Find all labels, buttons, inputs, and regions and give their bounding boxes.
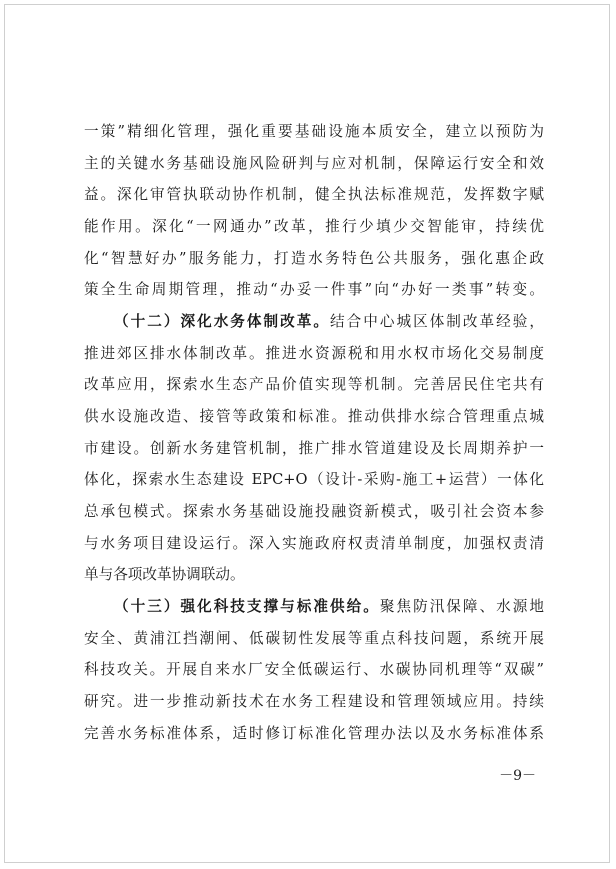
text-span: 聚焦防汛保障、水源地 [379,598,544,615]
text-line: 策全生命周期管理，推动“办妥一件事”向“办好一类事”转变。 [84,281,544,298]
text-line: 单与各项改革协调联动。 [84,566,245,583]
text-line: 推进郊区排水体制改革。推进水资源税和用水权市场化交易制度 [84,345,544,362]
text-line: 与水务项目建设运行。深入实施政府权责清单制度，加强权责清 [84,535,544,552]
text-line: 改革应用，探索水生态产品价值实现等机制。完善居民住宅共有 [84,376,544,393]
page-number: －9－ [499,768,536,784]
text-span: 结合中心城区体制改革经验， [330,313,544,330]
paragraph-12-first-line [84,312,544,332]
text-line: 体化，探索水生态建设 EPC+O（设计-采购-施工+运营）一体化 [84,471,544,488]
paragraph-13-first-line [84,597,544,617]
text-line: 科技攻关。开展自来水厂安全低碳运行、水碳协同机理等“双碳” [84,661,544,678]
text-line: 能作用。深化“一网通办”改革，推行少填少交智能审，持续优 [84,218,544,235]
text-line: 总承包模式。探索水务基础设施投融资新模式，吸引社会资本参 [84,503,544,520]
text-line: 完善水务标准体系，适时修订标准化管理办法以及水务标准体系 [84,725,544,742]
text-line: 安全、黄浦江挡潮闸、低碳韧性发展等重点科技问题，系统开展 [84,630,544,647]
section-heading-12: （十二）深化水务体制改革。 [114,313,330,330]
text-line: 市建设。创新水务建管机制，推广排水管道建设及长周期养护一 [84,440,544,457]
section-heading-13: （十三）强化科技支撑与标准供给。 [114,598,380,615]
text-line: 化“智慧好办”服务能力，打造水务特色公共服务，强化惠企政 [84,250,544,267]
text-line: 供水设施改造、接管等政策和标准。推动供排水综合管理重点城 [84,408,544,425]
text-line: 益。深化审管执联动协作机制，健全执法标准规范，发挥数字赋 [84,186,544,203]
text-line: 研究。进一步推动新技术在水务工程建设和管理领域应用。持续 [84,693,544,710]
text-line: 主的关键水务基础设施风险研判与应对机制，保障运行安全和效 [84,155,544,172]
text-line: 一策”精细化管理，强化重要基础设施本质安全，建立以预防为 [84,123,544,140]
